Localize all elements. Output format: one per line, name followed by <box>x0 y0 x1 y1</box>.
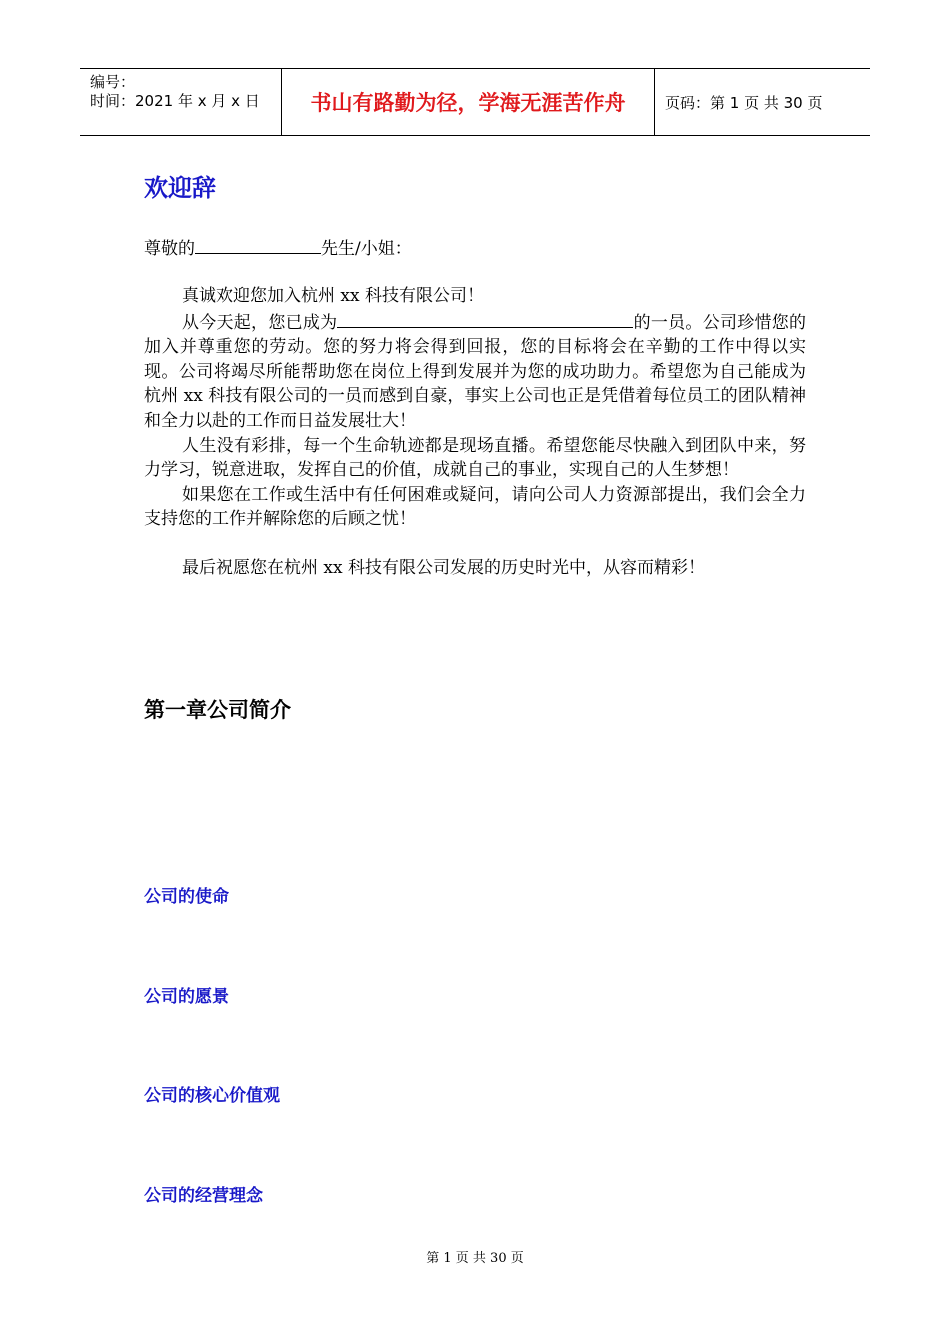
header-page-cell <box>655 69 870 135</box>
section-heading-philosophy: 公司的经营理念 <box>144 1186 263 1206</box>
name-blank <box>195 235 321 254</box>
position-blank <box>337 309 633 328</box>
letter-paragraph: 如果您在工作或生活中有任何困难或疑问，请向公司人力资源部提出，我们会全力支持您的工作并解除您的后顾之忧！ <box>144 484 806 530</box>
chapter-title: 第一章公司简介 <box>144 698 291 722</box>
header-page-info: 页码：第 1 页 共 30 页 <box>665 93 823 112</box>
document-header <box>80 68 870 136</box>
letter-paragraph <box>144 309 806 434</box>
header-meta-cell <box>80 69 282 135</box>
document-number-label: 编号： <box>90 73 136 91</box>
letter-paragraph: 真诚欢迎您加入杭州 xx 科技有限公司！ <box>182 286 484 306</box>
welcome-title: 欢迎辞 <box>144 174 216 202</box>
document-date: 时间：2021 年 x 月 x 日 <box>90 92 260 110</box>
header-motto-cell <box>282 69 655 135</box>
welcome-letter-body <box>144 284 806 581</box>
letter-closing: 最后祝愿您在杭州 xx 科技有限公司发展的历史时光中，从容而精彩！ <box>182 557 705 578</box>
salutation-prefix: 尊敬的 <box>144 239 195 259</box>
section-heading-mission: 公司的使命 <box>144 887 229 907</box>
letter-text: 的一员。公司珍惜您的加入并尊重您的劳动。您的努力将会得到回报，您的目标将会在辛勤的工作中得以实现。公司将竭尽所能帮助您在岗位上得到发展并为您的成功助力。希望您为自己能成为杭州 xx 科技有限公司的一员而感到自豪，事实上公司也正是凭借着每位员工的团队精神和全力以赴的工作而日益发展壮大！ <box>144 312 807 431</box>
section-heading-vision: 公司的愿景 <box>144 987 229 1007</box>
letter-text: 从今天起，您已成为 <box>182 312 338 333</box>
letter-paragraph: 人生没有彩排，每一个生命轨迹都是现场直播。希望您能尽快融入到团队中来，努力学习，锐意进取，发挥自己的价值，成就自己的事业，实现自己的人生梦想！ <box>144 435 806 481</box>
page-footer: 第 1 页 共 30 页 <box>426 1251 524 1266</box>
salutation <box>144 235 412 261</box>
header-motto: 书山有路勤为径，学海无涯苦作舟 <box>310 91 626 115</box>
salutation-suffix: 先生/小姐： <box>321 239 412 259</box>
section-heading-values: 公司的核心价值观 <box>144 1086 280 1106</box>
